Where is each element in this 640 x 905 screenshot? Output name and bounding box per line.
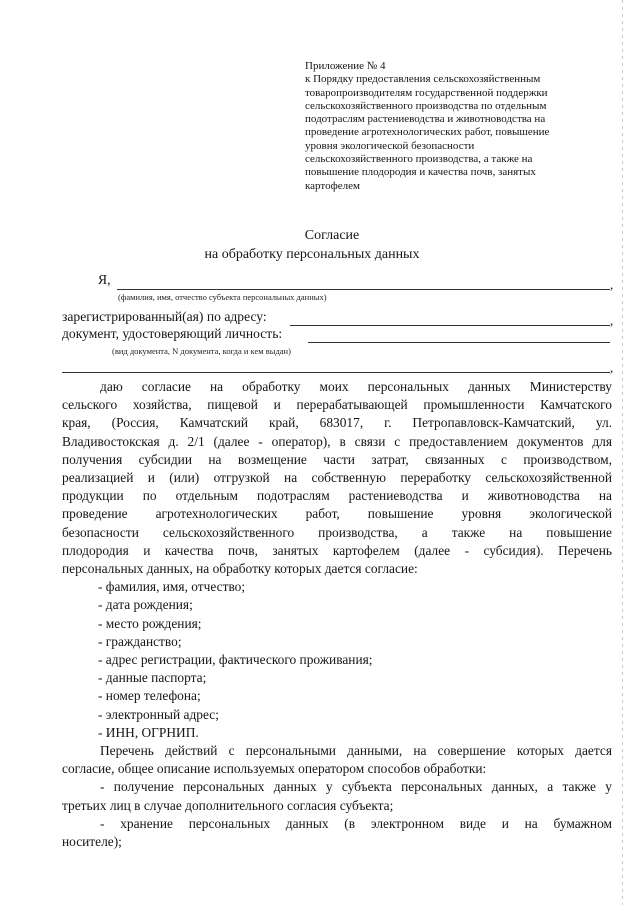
- data-list-item: - электронный адрес;: [98, 706, 219, 722]
- body-line: безопасности сельскохозяйственного производства, а также на повышение: [62, 524, 612, 540]
- id-document-field-continuation[interactable]: [62, 372, 610, 373]
- body-line: края, (Россия, Камчатский край, 683017, г. Петропавловск-Камчатский, ул.: [62, 415, 612, 431]
- document-title: Согласие: [304, 228, 360, 243]
- data-list-item: - ИНН, ОГРНИП.: [98, 724, 199, 740]
- address-label: зарегистрированный(ая) по адресу:: [62, 309, 267, 324]
- data-list-item: - номер телефона;: [98, 688, 201, 704]
- appendix-line: Приложение № 4: [305, 60, 386, 72]
- body-line: получения субсидии на возмещение части затрат, связанных с производством,: [62, 451, 612, 467]
- body-line: Владивостокская д. 2/1 (далее - оператор), в связи с предоставлением документов для: [62, 433, 612, 449]
- address-field[interactable]: [290, 325, 610, 326]
- body-line: сельского хозяйства, пищевой и перерабатывающей промышленности Камчатского: [62, 397, 612, 413]
- body-line: персональных данных, на обработку которых дается согласие:: [62, 561, 418, 577]
- body-line: реализацией и (или) отгрузкой на собственную переработку сельскохозяйственной: [62, 470, 612, 486]
- i-label: Я,: [98, 272, 111, 287]
- id-document-label: документ, удостоверяющий личность:: [62, 326, 283, 341]
- scan-edge-artifact: [622, 0, 623, 905]
- consent-body: [62, 378, 612, 851]
- full-name-field[interactable]: [117, 289, 610, 290]
- body-line: продукции по отдельным подотраслям растениеводства и животноводства на: [62, 488, 612, 504]
- appendix-line: сельскохозяйственного производства, а также на: [305, 153, 533, 166]
- body-line: проведение агротехнологических работ, повышение уровня экологической: [62, 506, 612, 522]
- data-list-item: - место рождения;: [98, 615, 202, 631]
- appendix-line: повышение плодородия и качества почв, занятых: [305, 166, 536, 179]
- data-list-item: - дата рождения;: [98, 597, 193, 613]
- id-document-field[interactable]: [308, 342, 610, 343]
- body-line: даю согласие на обработку моих персональных данных Министерству: [100, 379, 612, 394]
- action-item-line: - хранение персональных данных (в электронном виде и на бумажном: [100, 815, 612, 831]
- appendix-line: проведение агротехнологических работ, повышение: [305, 126, 550, 139]
- action-item-line: носителе);: [62, 834, 122, 850]
- appendix-line: к Порядку предоставления сельскохозяйственным: [305, 73, 541, 86]
- appendix-line: уровня экологической безопасности: [305, 139, 475, 152]
- comma: ,: [610, 360, 614, 375]
- appendix-line: картофелем: [305, 179, 360, 192]
- body-line: плодородия и качества почв, занятых картофелем (далее - субсидия). Перечень: [62, 542, 612, 558]
- data-list-item: - гражданство;: [98, 633, 182, 649]
- action-item-line: третьих лиц в случае дополнительного согласия субъекта;: [62, 797, 394, 813]
- appendix-line: подотраслям растениеводства и животноводства на: [305, 113, 546, 126]
- comma: ,: [610, 313, 614, 328]
- document-subtitle: на обработку персональных данных: [204, 247, 420, 262]
- data-list-item: - фамилия, имя, отчество;: [98, 579, 246, 595]
- id-document-caption: (вид документа, N документа, когда и кем выдан): [112, 346, 291, 356]
- appendix-line: сельскохозяйственного производства по отдельным: [305, 99, 547, 112]
- actions-line: согласие, общее описание используемых оператором способов обработки:: [62, 761, 487, 777]
- full-name-caption: (фамилия, имя, отчество субъекта персональных данных): [118, 292, 327, 302]
- data-list-item: - данные паспорта;: [98, 670, 207, 686]
- comma: ,: [610, 277, 614, 292]
- appendix-line: товаропроизводителям государственной поддержки: [305, 86, 548, 99]
- appendix-header: [305, 60, 605, 193]
- actions-line: Перечень действий с персональными данными, на совершение которых дается: [100, 743, 612, 759]
- data-list-item: - адрес регистрации, фактического проживания;: [98, 652, 373, 668]
- action-item-line: - получение персональных данных у субъекта персональных данных, а также у: [100, 779, 612, 795]
